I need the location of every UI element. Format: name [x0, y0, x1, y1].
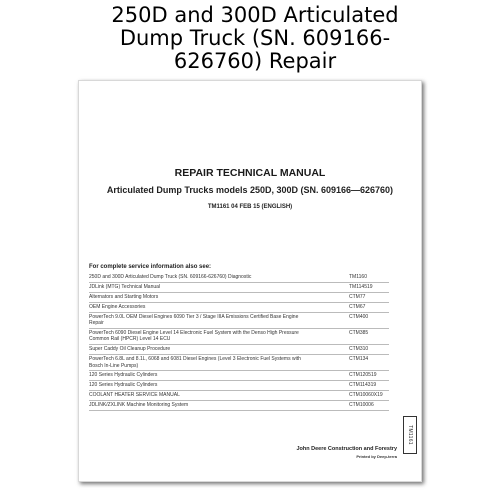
reference-code: TM114519	[349, 283, 373, 290]
reference-title: JDLink (MTG) Technical Manual	[89, 283, 161, 290]
reference-title: COOLANT HEATER SERVICE MANUAL	[89, 392, 180, 399]
reference-code: CTM67	[349, 303, 366, 310]
reference-title: Alternators and Starting Motors	[89, 293, 159, 300]
reference-row	[89, 283, 389, 293]
reference-code: CTM10060X19	[349, 392, 383, 399]
reference-title: 120 Series Hydraulic Cylinders	[89, 382, 158, 389]
reference-code: CTM385	[349, 329, 369, 336]
reference-code: CTM10006	[349, 402, 374, 409]
references-heading: For complete service information also see:	[89, 264, 212, 270]
references-table	[89, 273, 389, 411]
reference-title: PowerTech 9.0L OEM Diesel Engines 6090 Tier 3 / Stage IIIA Emissions Certified Base Engine Repair	[89, 313, 299, 327]
reference-title: JDLINK/ZXLINK Machine Monitoring System	[89, 402, 189, 409]
reference-row	[89, 273, 389, 283]
reference-row	[89, 355, 389, 371]
reference-row	[89, 303, 389, 313]
manual-cover-page	[78, 80, 422, 482]
reference-row	[89, 329, 389, 345]
document-title: REPAIR TECHNICAL MANUAL	[174, 167, 326, 179]
reference-code: CTM77	[349, 293, 366, 300]
reference-row	[89, 391, 389, 401]
page-title: 250D and 300D Articulated Dump Truck (SN. 609166-626760) Repair	[111, 3, 399, 73]
reference-title: Super Caddy Oil Cleanup Procedure	[89, 346, 171, 353]
reference-title: 120 Series Hydraulic Cylinders	[89, 372, 158, 379]
reference-title: PowerTech 6090 Diesel Engine Level 14 Electronic Fuel System with the Denso High Pressure Common Rail (HPCR) Level 14 ECU	[89, 329, 299, 343]
document-code-line: TM1161 04 FEB 15 (ENGLISH)	[207, 204, 293, 210]
reference-row	[89, 293, 389, 303]
reference-row	[89, 345, 389, 355]
reference-code: CTM114319	[349, 382, 377, 389]
reference-code: TM1160	[349, 274, 367, 280]
reference-code: CTM400	[349, 313, 369, 320]
reference-row	[89, 371, 389, 381]
printer-credit: Printed by Deep-terra	[356, 454, 397, 459]
side-manual-tag-label: TM1161	[407, 425, 413, 445]
reference-code: CTM310	[349, 346, 369, 353]
document-subtitle: Articulated Dump Trucks models 250D, 300D (SN. 609166—626760)	[106, 185, 394, 195]
reference-row	[89, 313, 389, 329]
reference-code: CTM120519	[349, 372, 377, 379]
reference-title: 250D and 300D Articulated Dump Truck (SN. 609166-626760) Diagnostic	[89, 274, 252, 280]
side-manual-tag	[403, 416, 417, 454]
reference-title: PowerTech 6.8L and 8.1L, 6068 and 6081 Diesel Engines (Level 3 Electronic Fuel Systems with Bosch In-Line Pumps)	[89, 356, 301, 369]
reference-title: OEM Engine Accessories	[89, 303, 146, 310]
publisher-name: John Deere Construction and Forestry	[296, 446, 397, 452]
reference-row	[89, 401, 389, 411]
reference-row	[89, 381, 389, 391]
reference-code: CTM134	[349, 356, 369, 363]
